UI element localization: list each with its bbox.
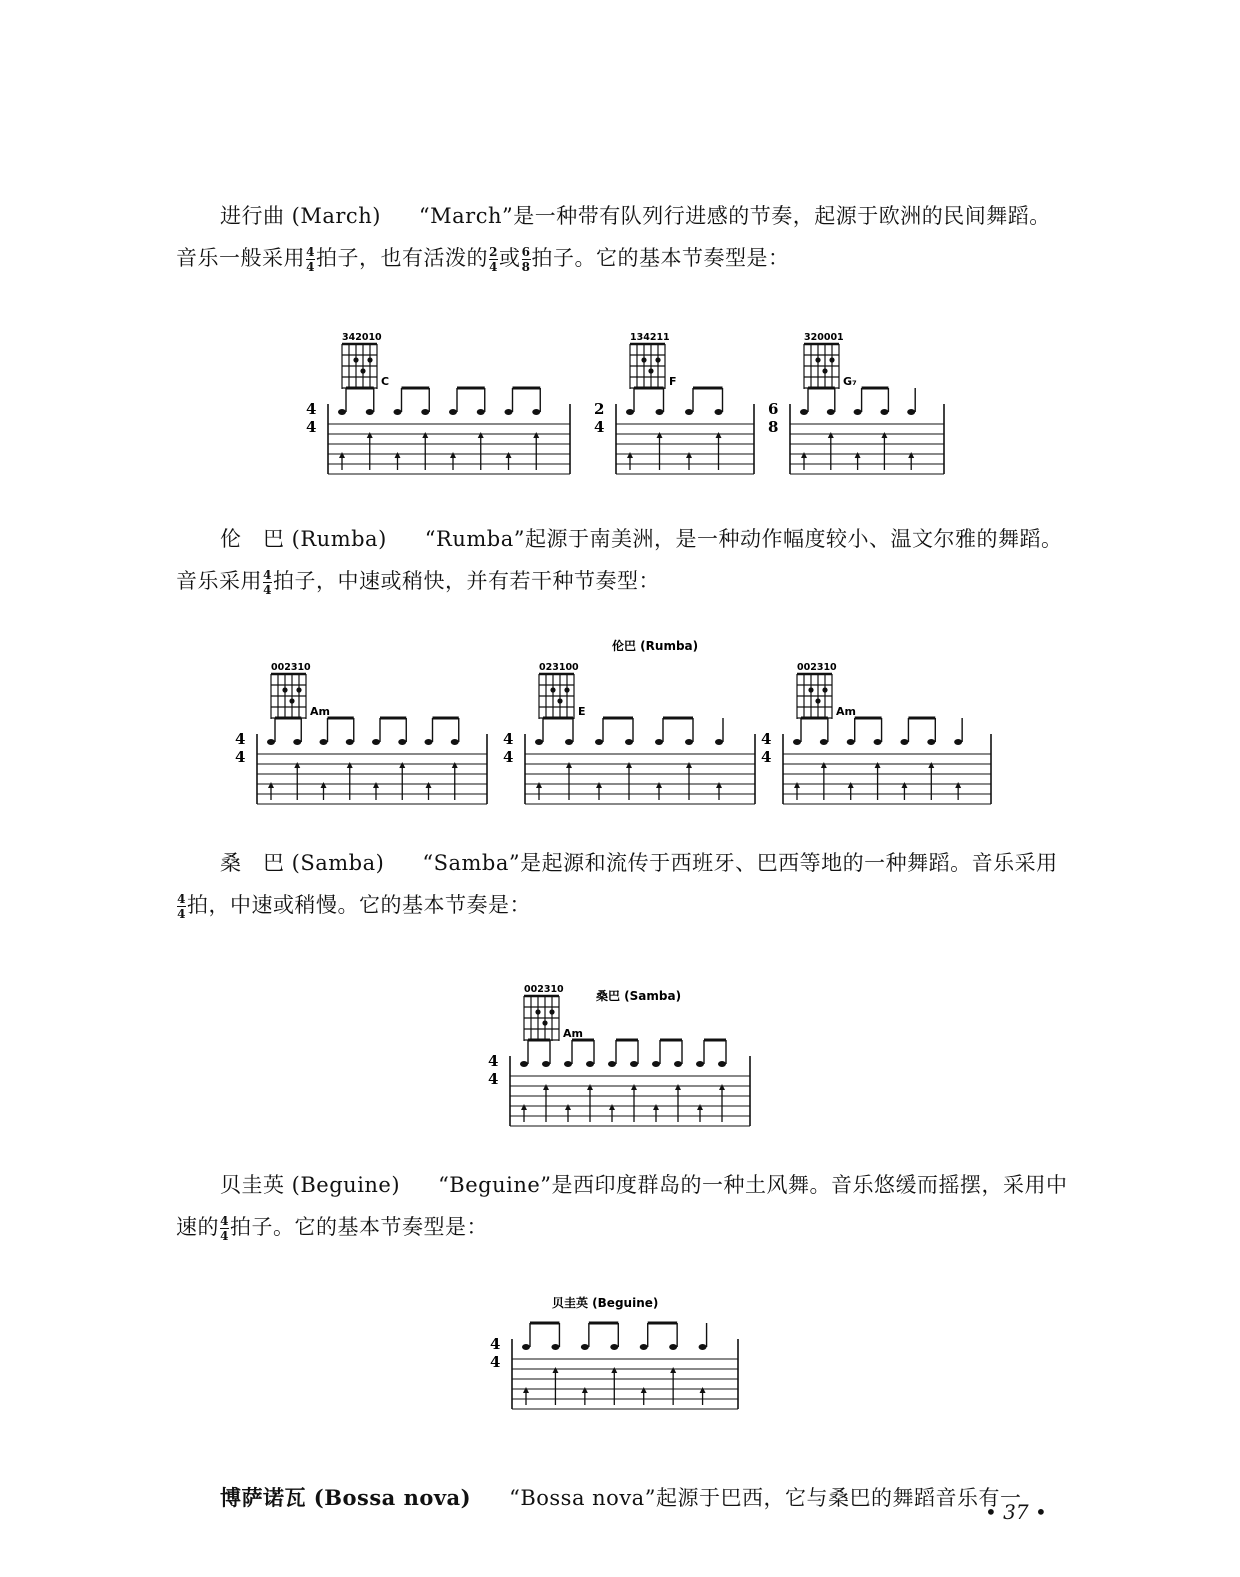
rumba-heading: 伦 巴 (Rumba) <box>220 527 387 551</box>
rhythm-example <box>761 662 991 804</box>
strum-arrow <box>716 782 722 788</box>
chord-name: Am <box>310 705 330 718</box>
finger-dot <box>542 1020 547 1025</box>
note-head <box>449 409 457 415</box>
note-head <box>425 739 433 745</box>
time-sig-bottom: 4 <box>490 1353 501 1371</box>
strum-arrow <box>587 1084 593 1090</box>
strum-arrow <box>875 762 881 768</box>
strum-arrow <box>339 452 345 458</box>
strum-arrow <box>521 1104 527 1110</box>
time-fraction: $\frac{4}{4}$ <box>220 1214 229 1243</box>
strum-arrow <box>506 452 512 458</box>
note-head <box>907 409 915 415</box>
note-head <box>847 739 855 745</box>
note-head <box>535 739 543 745</box>
strum-arrow <box>582 1387 588 1393</box>
note-head <box>880 409 888 415</box>
note-head <box>398 739 406 745</box>
chord-name: E <box>578 705 586 718</box>
note-head <box>421 409 429 415</box>
march-text-c: 或 <box>499 246 521 270</box>
chord-fingering: 023100 <box>539 662 579 673</box>
strum-arrow <box>627 452 633 458</box>
note-head <box>699 1344 707 1350</box>
note-head <box>685 409 693 415</box>
strum-arrow <box>395 452 401 458</box>
note-head <box>696 1061 704 1067</box>
note-head <box>372 739 380 745</box>
strum-arrow <box>268 782 274 788</box>
note-head <box>522 1344 530 1350</box>
strum-arrow <box>653 1104 659 1110</box>
note-head <box>394 409 402 415</box>
note-head <box>542 1061 550 1067</box>
note-head <box>954 739 962 745</box>
samba-text-b: 拍，中速或稍慢。它的基本节奏是： <box>187 893 531 917</box>
note-head <box>874 739 882 745</box>
note-head <box>793 739 801 745</box>
rhythm-example <box>768 332 944 474</box>
time-sig-top: 4 <box>490 1335 501 1353</box>
time-sig-top: 4 <box>488 1052 499 1070</box>
note-head <box>900 739 908 745</box>
note-head <box>715 739 723 745</box>
finger-dot <box>641 357 646 362</box>
finger-dot <box>550 687 555 692</box>
bossa-text-a: “Bossa nova”起源于巴西，它与桑巴的舞蹈音乐有一 <box>509 1486 1022 1510</box>
time-sig-bottom: 4 <box>488 1070 499 1088</box>
rhythm-example <box>503 662 755 804</box>
strum-arrow <box>821 762 827 768</box>
strum-arrow <box>828 432 834 438</box>
strum-arrow <box>855 452 861 458</box>
finger-dot <box>557 698 562 703</box>
chord-name: C <box>381 375 390 388</box>
note-head <box>608 1061 616 1067</box>
note-head <box>293 739 301 745</box>
note-head <box>551 1344 559 1350</box>
time-fraction: $\frac{2}{4}$ <box>489 245 498 274</box>
strum-arrow <box>596 782 602 788</box>
chord-fingering: 002310 <box>524 984 564 995</box>
note-head <box>346 739 354 745</box>
finger-dot <box>289 698 294 703</box>
strum-arrow <box>697 1104 703 1110</box>
note-head <box>595 739 603 745</box>
note-head <box>520 1061 528 1067</box>
chord-fingering: 320001 <box>804 332 844 343</box>
time-sig-top: 2 <box>594 400 605 418</box>
strum-arrow <box>928 762 934 768</box>
samba-text-a: “Samba”是起源和流传于西班牙、巴西等地的一种舞蹈。音乐采用 <box>422 851 1058 875</box>
time-fraction: $\frac{4}{4}$ <box>263 568 272 597</box>
strum-arrow <box>719 1084 725 1090</box>
time-fraction: $\frac{4}{4}$ <box>177 892 186 921</box>
finger-dot <box>360 368 365 373</box>
chord-name: G₇ <box>843 375 857 388</box>
march-text-b: 拍子，也有活泼的 <box>316 246 488 270</box>
beguine-text-b: 拍子。它的基本节奏型是： <box>230 1215 488 1239</box>
note-head <box>652 1061 660 1067</box>
strum-arrow <box>848 782 854 788</box>
note-head <box>581 1344 589 1350</box>
strum-arrow <box>533 432 539 438</box>
strum-arrow <box>478 432 484 438</box>
rhythm-example <box>306 332 570 474</box>
chord-fingering: 002310 <box>271 662 311 673</box>
strum-arrow <box>631 1084 637 1090</box>
finger-dot <box>815 357 820 362</box>
strum-arrow <box>955 782 961 788</box>
strum-arrow <box>686 762 692 768</box>
time-sig-top: 4 <box>503 730 514 748</box>
time-sig-bottom: 4 <box>235 748 246 766</box>
strum-arrow <box>670 1367 676 1373</box>
strum-arrow <box>321 782 327 788</box>
strum-arrow <box>347 762 353 768</box>
finger-dot <box>655 357 660 362</box>
note-head <box>827 409 835 415</box>
march-text-d: 拍子。它的基本节奏型是： <box>531 246 790 270</box>
samba-heading: 桑 巴 (Samba) <box>220 851 385 875</box>
note-head <box>656 409 664 415</box>
rumba-text-a: “Rumba”起源于南美洲，是一种动作幅度较小、温文尔雅的舞蹈。音乐采用 <box>176 527 1063 593</box>
note-head <box>366 409 374 415</box>
chord-name: F <box>669 375 677 388</box>
strum-arrow <box>536 782 542 788</box>
strum-arrow <box>367 432 373 438</box>
time-sig-bottom: 4 <box>594 418 605 436</box>
note-head <box>505 409 513 415</box>
note-head <box>320 739 328 745</box>
strum-arrow <box>422 432 428 438</box>
rhythm-example <box>235 662 487 804</box>
note-head <box>565 739 573 745</box>
finger-dot <box>815 698 820 703</box>
strum-arrow <box>565 1104 571 1110</box>
strum-arrow <box>801 452 807 458</box>
finger-dot <box>549 1009 554 1014</box>
strum-arrow <box>450 452 456 458</box>
strum-arrow <box>908 452 914 458</box>
finger-dot <box>648 368 653 373</box>
strum-arrow <box>716 432 722 438</box>
finger-dot <box>353 357 358 362</box>
finger-dot <box>564 687 569 692</box>
chord-fingering: 002310 <box>797 662 837 673</box>
march-text-a: “March”是一种带有队列行进感的节奏，起源于欧洲的民间舞蹈。音乐一般采用 <box>176 204 1051 270</box>
note-head <box>674 1061 682 1067</box>
strum-arrow <box>523 1387 529 1393</box>
rumba-caption: 伦巴 (Rumba) <box>612 639 699 653</box>
beguine-text-a: “Beguine”是西印度群岛的一种土风舞。音乐悠缓而摇摆，采用中速的 <box>176 1173 1068 1239</box>
note-head <box>267 739 275 745</box>
time-sig-top: 4 <box>235 730 246 748</box>
strum-arrow <box>686 452 692 458</box>
time-sig-top: 6 <box>768 400 779 418</box>
strum-arrow <box>700 1387 706 1393</box>
bossa-heading: 博萨诺瓦 (Bossa nova) <box>220 1485 472 1510</box>
finger-dot <box>822 368 827 373</box>
finger-dot <box>822 687 827 692</box>
strum-arrow <box>294 762 300 768</box>
note-head <box>630 1061 638 1067</box>
note-head <box>715 409 723 415</box>
time-sig-top: 4 <box>761 730 772 748</box>
beguine-caption: 贝圭英 (Beguine) <box>552 1296 659 1310</box>
rhythm-example <box>490 1323 738 1409</box>
note-head <box>685 739 693 745</box>
strum-arrow <box>641 1387 647 1393</box>
time-sig-top: 4 <box>306 400 317 418</box>
time-fraction: $\frac{4}{4}$ <box>306 245 315 274</box>
strum-arrow <box>656 782 662 788</box>
finger-dot <box>296 687 301 692</box>
strum-arrow <box>609 1104 615 1110</box>
note-head <box>927 739 935 745</box>
finger-dot <box>282 687 287 692</box>
note-head <box>800 409 808 415</box>
time-sig-bottom: 4 <box>306 418 317 436</box>
note-head <box>338 409 346 415</box>
note-head <box>586 1061 594 1067</box>
note-head <box>854 409 862 415</box>
time-sig-bottom: 4 <box>761 748 772 766</box>
rhythm-example <box>488 984 750 1126</box>
note-head <box>655 739 663 745</box>
note-head <box>532 409 540 415</box>
rumba-text-b: 拍子，中速或稍快，并有若干种节奏型： <box>273 569 660 593</box>
strum-arrow <box>452 762 458 768</box>
note-head <box>820 739 828 745</box>
strum-arrow <box>881 432 887 438</box>
strum-arrow <box>552 1367 558 1373</box>
note-head <box>718 1061 726 1067</box>
note-head <box>669 1344 677 1350</box>
strum-arrow <box>794 782 800 788</box>
time-fraction: $\frac{6}{8}$ <box>521 245 531 274</box>
chord-name: Am <box>836 705 856 718</box>
finger-dot <box>829 357 834 362</box>
note-head <box>640 1344 648 1350</box>
strum-arrow <box>657 432 663 438</box>
samba-caption: 桑巴 (Samba) <box>596 989 682 1003</box>
strum-arrow <box>426 782 432 788</box>
strum-arrow <box>399 762 405 768</box>
strum-arrow <box>611 1367 617 1373</box>
chord-fingering: 134211 <box>630 332 670 343</box>
strum-arrow <box>566 762 572 768</box>
page-number: • 37 • <box>985 1500 1047 1524</box>
rhythm-example <box>594 332 754 474</box>
finger-dot <box>367 357 372 362</box>
note-head <box>610 1344 618 1350</box>
strum-arrow <box>675 1084 681 1090</box>
note-head <box>451 739 459 745</box>
strum-arrow <box>626 762 632 768</box>
time-sig-bottom: 4 <box>503 748 514 766</box>
beguine-heading: 贝圭英 (Beguine) <box>220 1173 401 1197</box>
finger-dot <box>808 687 813 692</box>
march-heading: 进行曲 (March) <box>220 204 381 228</box>
chord-name: Am <box>563 1027 583 1040</box>
note-head <box>626 409 634 415</box>
strum-arrow <box>373 782 379 788</box>
strum-arrow <box>901 782 907 788</box>
chord-fingering: 342010 <box>342 332 382 343</box>
note-head <box>477 409 485 415</box>
time-sig-bottom: 8 <box>768 418 779 436</box>
note-head <box>564 1061 572 1067</box>
note-head <box>625 739 633 745</box>
strum-arrow <box>543 1084 549 1090</box>
finger-dot <box>535 1009 540 1014</box>
